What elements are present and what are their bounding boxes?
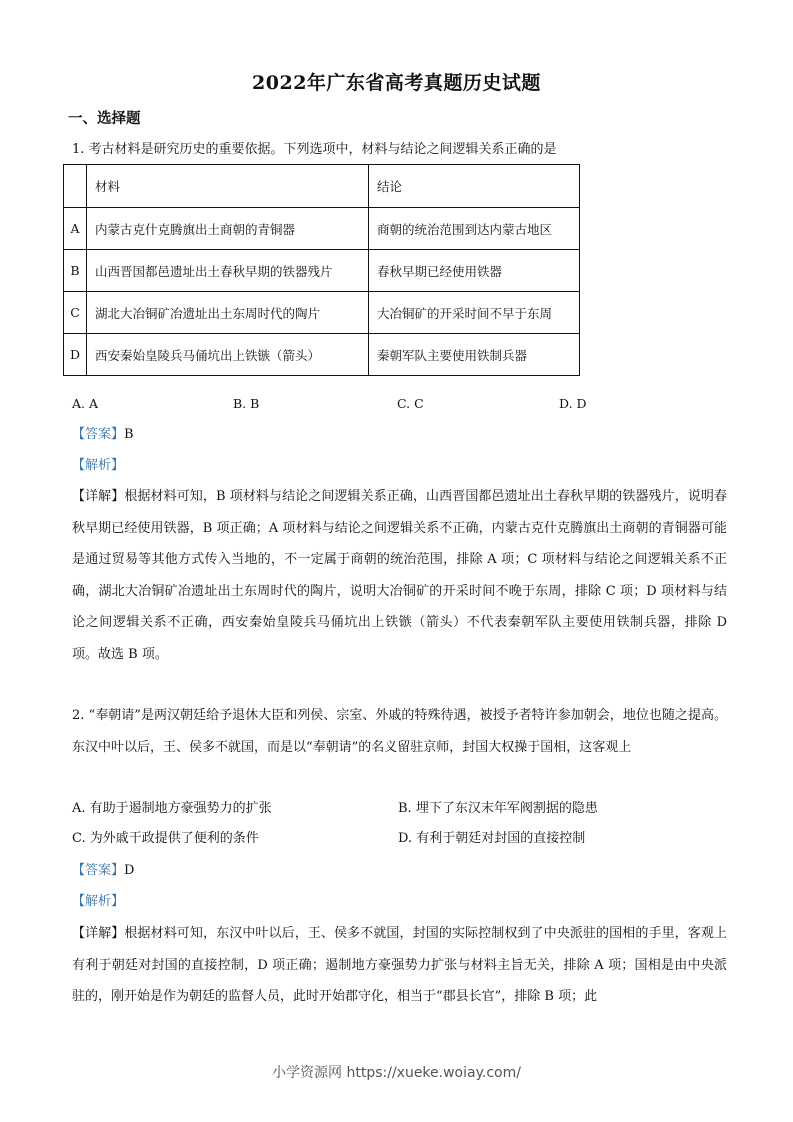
q1-analysis-tag: 【解析】 — [72, 458, 125, 473]
row-conclusion: 商朝的统治范围到达内蒙古地区 — [369, 208, 580, 250]
q1-table — [63, 164, 580, 376]
row-material: 山西晋国都邑遗址出土春秋早期的铁器残片 — [87, 250, 369, 292]
q2-option-c: C. 为外戚干政提供了便利的条件 — [72, 831, 259, 846]
detail-tag: 【详解】 — [72, 489, 125, 504]
q1-answer — [72, 426, 134, 444]
answer-value: B — [124, 427, 134, 442]
table-header-row — [64, 165, 580, 208]
row-material: 湖北大冶铜矿冶遗址出土东周时代的陶片 — [87, 292, 369, 334]
q1-stem: 1. 考古材料是研究历史的重要依据。下列选项中，材料与结论之间逻辑关系正确的是 — [72, 142, 557, 157]
row-key: B — [64, 250, 87, 292]
q1-option-d: D. D — [559, 396, 587, 411]
row-conclusion: 春秋早期已经使用铁器 — [369, 250, 580, 292]
row-material: 内蒙古克什克腾旗出土商朝的青铜器 — [87, 208, 369, 250]
section-heading: 一、选择题 — [68, 110, 141, 127]
table-row — [64, 292, 580, 334]
answer-tag: 【答案】 — [72, 863, 125, 878]
q1-option-a: A. A — [72, 396, 99, 411]
q2-option-a: A. 有助于遏制地方豪强势力的扩张 — [72, 801, 272, 816]
q2-option-d: D. 有利于朝廷对封国的直接控制 — [398, 831, 586, 846]
table-header-cell — [64, 165, 87, 208]
row-material: 西安秦始皇陵兵马俑坑出上铁镞（箭头） — [87, 334, 369, 376]
answer-value: D — [124, 863, 135, 878]
page-title: 2022年广东省高考真题历史试题 — [252, 72, 541, 94]
q1-detail — [72, 481, 727, 670]
table-row — [64, 250, 580, 292]
table-row — [64, 208, 580, 250]
q1-option-c: C. C — [397, 396, 424, 411]
answer-tag: 【答案】 — [72, 427, 125, 442]
detail-text: 根据材料可知，B 项材料与结论之间逻辑关系正确，山西晋国都邑遗址出土春秋早期的铁器残片，说明春秋早期已经使用铁器，B 项正确；A 项材料与结论之间逻辑关系不正确，内蒙古克什克腾旗出土商朝的青铜器可能是通过贸易等其他方式传入当地的，不一定属于商朝的统治范围，排除 A 项；C 项材料与结论之间逻辑关系不正确，湖北大冶铜矿冶遗址出土东周时代的陶片，说明大冶铜矿的开采时间不晚于东周，排除 C 项；D 项材料与结论之间逻辑关系不正确，西安秦始皇陵兵马俑坑出上铁镞（箭头）不代表秦朝军队主要使用铁制兵器，排除 D 项。故选 B 项。 — [72, 489, 727, 662]
q2-answer — [72, 862, 134, 880]
q2-analysis-tag: 【解析】 — [72, 894, 125, 909]
row-conclusion: 大冶铜矿的开采时间不早于东周 — [369, 292, 580, 334]
row-conclusion: 秦朝军队主要使用铁制兵器 — [369, 334, 580, 376]
table-row — [64, 334, 580, 376]
q2-stem: 2. “奉朝请”是两汉朝廷给予退休大臣和列侯、宗室、外戚的特殊待遇，被授予者特许参加朝会，地位也随之提高。东汉中叶以后，王、侯多不就国，而是以“奉朝请”的名义留驻京师，封国大权操于国相，这客观上 — [72, 708, 727, 755]
q2-detail — [72, 918, 727, 1013]
table-header-cell: 结论 — [369, 165, 580, 208]
row-key: A — [64, 208, 87, 250]
q1-option-b: B. B — [233, 396, 260, 411]
detail-tag: 【详解】 — [72, 926, 125, 941]
detail-text: 根据材料可知，东汉中叶以后，王、侯多不就国，封国的实际控制权到了中央派驻的国相的手里，客观上有利于朝廷对封国的直接控制，D 项正确；遏制地方豪强势力扩张与材料主旨无关，排除 A 项；国相是由中央派驻的，刚开始是作为朝廷的监督人员，此时开始郡守化，相当于“郡县长官”，排除 B 项；此 — [72, 926, 727, 1004]
footer-watermark: 小学资源网 https://xueke.woiay.com/ — [272, 1065, 521, 1081]
q2-option-b: B. 埋下了东汉末年军阀割据的隐患 — [398, 801, 598, 816]
table-header-cell: 材料 — [87, 165, 369, 208]
row-key: D — [64, 334, 87, 376]
row-key: C — [64, 292, 87, 334]
